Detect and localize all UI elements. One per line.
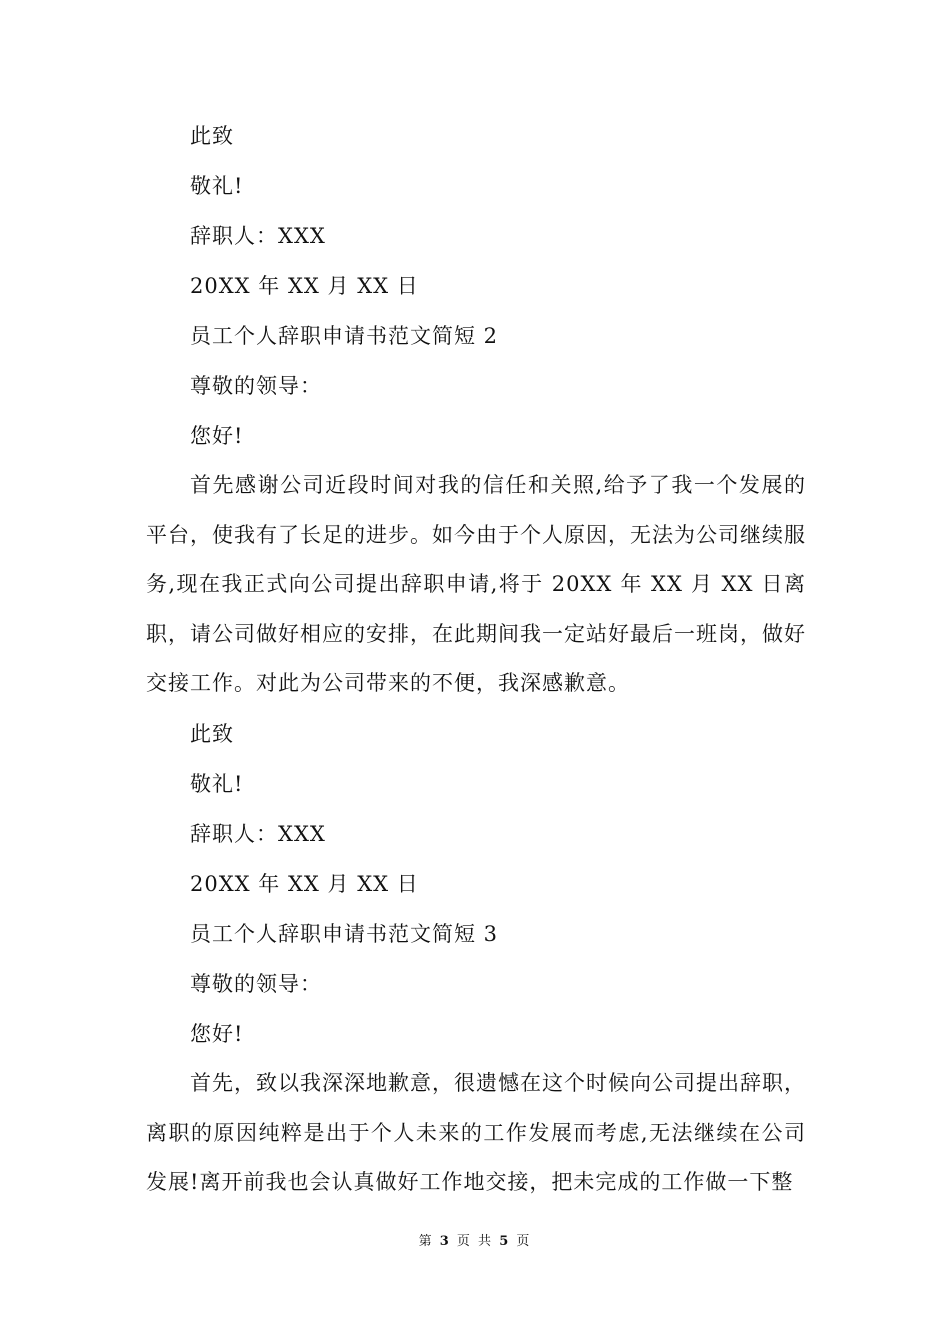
- section-title: 员工个人辞职申请书范文简短 2: [190, 324, 499, 348]
- signer-line: 辞职人：XXX: [190, 224, 326, 248]
- page-label-suffix: 页: [516, 1234, 532, 1249]
- page-label-middle: 页 共: [456, 1234, 494, 1249]
- section-title: 员工个人辞职申请书范文简短 3: [190, 922, 499, 946]
- closing-salute: 敬礼!: [190, 772, 244, 796]
- total-page-number: 5: [499, 1234, 511, 1249]
- salutation: 尊敬的领导：: [190, 374, 322, 398]
- greeting: 您好!: [190, 424, 244, 448]
- date-line: 20XX 年 XX 月 XX 日: [190, 872, 419, 896]
- current-page-number: 3: [439, 1234, 451, 1249]
- salutation: 尊敬的领导：: [190, 972, 322, 996]
- closing-line: 此致: [190, 722, 234, 746]
- signer-line: 辞职人：XXX: [190, 822, 326, 846]
- page-footer: [0, 1233, 950, 1251]
- body-paragraph: 首先，致以我深深地歉意，很遗憾在这个时候向公司提出辞职，离职的原因纯粹是出于个人未来的工作发展而考虑,无法继续在公司发展!离开前我也会认真做好工作地交接，把未完成的工作做一下整: [146, 1071, 806, 1194]
- date-line: 20XX 年 XX 月 XX 日: [190, 274, 419, 298]
- body-paragraph: 首先感谢公司近段时间对我的信任和关照,给予了我一个发展的平台，使我有了长足的进步。如今由于个人原因，无法为公司继续服务,现在我正式向公司提出辞职申请,将于 20XX 年 XX 月 XX 日离职，请公司做好相应的安排，在此期间我一定站好最后一班岗，做好交接工作。对此为公司带来的不便，我深感歉意。: [146, 473, 806, 695]
- greeting: 您好!: [190, 1022, 244, 1046]
- closing-line: 此致: [190, 124, 234, 148]
- closing-salute: 敬礼!: [190, 174, 244, 198]
- page-label-prefix: 第: [418, 1234, 434, 1249]
